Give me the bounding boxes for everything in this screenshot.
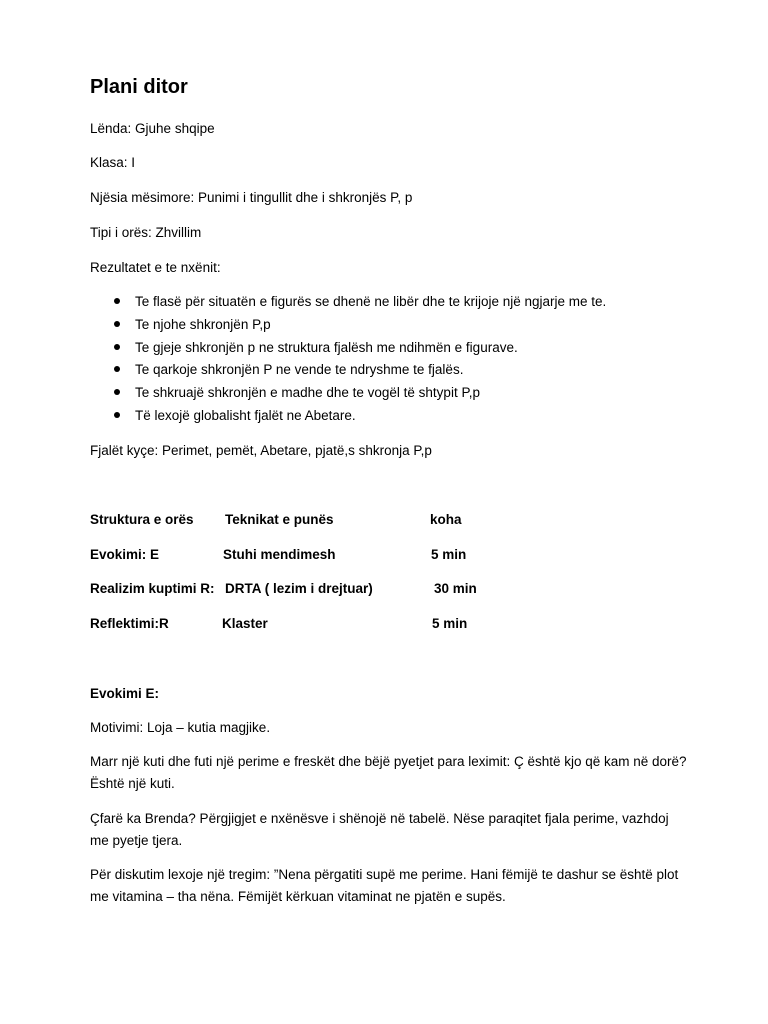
teaching-unit-line: Njësia mësimore: Punimi i tingullit dhe i shkronjës P, p <box>90 190 413 205</box>
lesson-type-line: Tipi i orës: Zhvillim <box>90 225 202 240</box>
list-item <box>90 293 606 316</box>
list-item <box>90 339 606 362</box>
table-cell: 30 min <box>434 581 477 596</box>
motivation-line: Motivimi: Loja – kutia magjike. <box>90 720 271 735</box>
table-cell: DRTA ( lezim i drejtuar) <box>225 581 373 596</box>
table-cell: Klaster <box>222 616 268 631</box>
evocation-heading: Evokimi E: <box>90 686 160 701</box>
keywords-line: Fjalët kyçe: Perimet, pemët, Abetare, pjatë,s shkronja P,p <box>90 443 432 458</box>
list-item-text: Te njohe shkronjën P,p <box>135 316 271 332</box>
paragraph: Për diskutim lexoje një tregim: ”Nena përgatiti supë me perime. Hani fëmijë te dashur se është plot me vitamina – tha nëna. Fëmijët kërkuan vitaminat ne pjatën e supës. <box>90 867 679 904</box>
table-cell: 5 min <box>431 547 467 562</box>
list-item-text: Te shkruajë shkronjën e madhe dhe te vogël të shtypit P,p <box>135 385 480 401</box>
bullet-icon <box>114 344 120 350</box>
list-item-text: Te qarkoje shkronjën P ne vende te ndryshme te fjalës. <box>135 362 464 378</box>
list-item-text: Te flasë për situatën e figurës se dhenë ne libër dhe te krijoje një ngjarje me te. <box>135 294 607 309</box>
bullet-icon <box>114 366 120 372</box>
learning-outcomes-heading: Rezultatet e te nxënit: <box>90 260 221 275</box>
list-item <box>90 407 606 430</box>
list-item-text: Të lexojë globalisht fjalët ne Abetare. <box>135 407 356 423</box>
class-line: Klasa: I <box>90 155 136 170</box>
subject-line: Lënda: Gjuhe shqipe <box>90 121 215 136</box>
table-cell: Stuhi mendimesh <box>223 547 336 562</box>
table-header-cell: Teknikat e punës <box>225 512 334 527</box>
bullet-icon <box>114 321 120 327</box>
table-cell: Reflektimi:R <box>90 616 169 631</box>
list-item <box>90 361 606 384</box>
table-header-cell: koha <box>430 512 462 527</box>
paragraph: Marr një kuti dhe futi një perime e freskët dhe bëjë pyetjet para leximit: Ç është kjo që kam në dorë? Është një kuti. <box>90 754 687 791</box>
bullet-icon <box>114 412 120 418</box>
table-header-cell: Struktura e orës <box>90 512 194 527</box>
learning-outcomes-list <box>90 293 606 430</box>
table-row <box>90 615 690 633</box>
bullet-icon <box>114 298 120 304</box>
list-item <box>90 384 606 407</box>
table-cell: Realizim kuptimi R: <box>90 581 215 596</box>
list-item-text: Te gjeje shkronjën p ne struktura fjalësh me ndihmën e figurave. <box>135 339 518 355</box>
table-header-row <box>90 511 690 529</box>
list-item <box>90 316 606 339</box>
paragraph: Çfarë ka Brenda? Përgjigjet e nxënësve i shënojë në tabelë. Nëse paraqitet fjala perime, vazhdoj me pyetje tjera. <box>90 811 669 848</box>
bullet-icon <box>114 389 120 395</box>
table-row <box>90 580 690 598</box>
page-title: Plani ditor <box>90 76 188 98</box>
table-cell: 5 min <box>432 616 468 631</box>
table-cell: Evokimi: E <box>90 547 160 562</box>
table-row <box>90 546 690 564</box>
